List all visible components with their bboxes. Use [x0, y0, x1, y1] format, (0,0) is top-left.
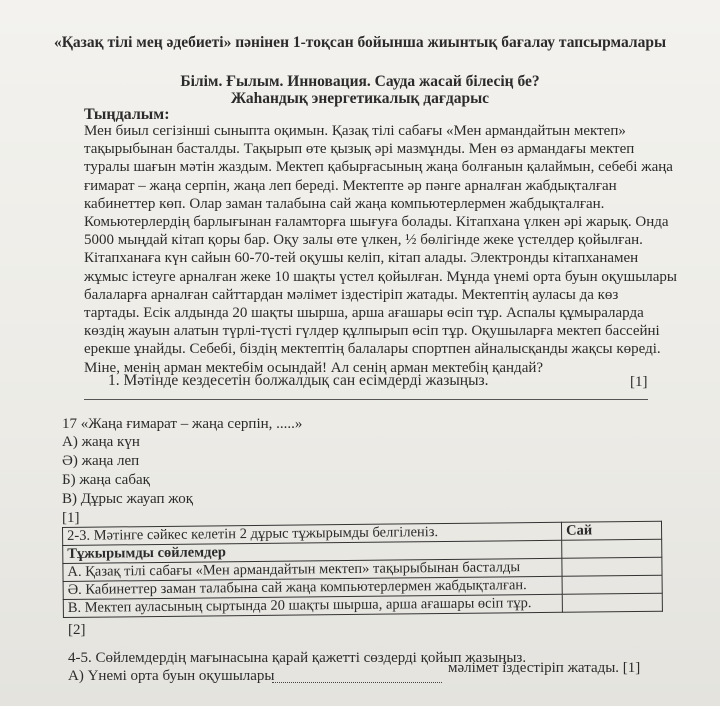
answer-start: А) Үнемі орта буын оқушылары	[68, 668, 275, 684]
statements-table	[62, 521, 663, 618]
answer-line	[84, 399, 648, 400]
table-cell[interactable]	[562, 557, 662, 576]
text-line: тақырыбынан басталды. Тақырып өте қызық әрі мазмұнды. Мен өз армандағы мектеп	[84, 141, 635, 158]
option-ae: Ә) жаңа леп	[62, 453, 140, 469]
option-a: А) жаңа күн	[62, 434, 140, 450]
listening-heading: Тыңдалым:	[84, 106, 170, 123]
topic-subtitle: Білім. Ғылым. Инновация. Сауда жасай білесің бе?	[180, 73, 540, 90]
table-caption: 2-3. Мәтінге сәйкес келетін 2 дұрыс тұжырымды белгіленіз.	[63, 522, 562, 545]
topic-subtitle-2: Жаһандық энергетикалық дағдарыс	[230, 90, 490, 107]
table-cell[interactable]	[562, 593, 662, 612]
option-b: Б) жаңа сабақ	[62, 472, 150, 488]
text-line: тартады. Есік алдында 20 шақты шырша, арша ағашары өсіп тұр. Аспалы құмыраларда	[84, 305, 644, 322]
text-line: балаларға арналған сайттардан мәлімет іздестіріп жатады. Мектептің ауласы да көз	[84, 286, 619, 303]
text-line: Міне, менің арман мектебім осындай! Ал сенің арман мектебің қандай?	[84, 359, 544, 376]
text-line: жұмыс істеуге арналған жеке 10 шақты үстел қойылған. Мұнда үнемі орта буын оқушылары	[84, 268, 678, 285]
table-row: А. Қазақ тілі сабағы «Мен армандайтын мектеп» тақырыбынан басталды	[63, 558, 562, 581]
table-cell[interactable]	[562, 575, 662, 594]
page-title: «Қазақ тілі мең әдебиеті» пәнінен 1-тоқсан бойынша жиынтық бағалау тапсырмалары	[53, 34, 667, 51]
text-line: Кітапханаға күн сайын 60-70-тей оқушы келіп, кітап алады. Электронды кітапханамен	[84, 250, 639, 267]
row-header: Тұжырымды сөйлемдер	[63, 540, 562, 563]
table-row: В. Мектеп ауласының сыртында 20 шақты шырша, арша ағашары өсіп тұр.	[63, 594, 562, 617]
question-17: 17 «Жаңа ғимарат – жаңа серпін, .....»	[62, 416, 303, 432]
listening-text	[84, 122, 678, 377]
col-header-sai: Сай	[561, 521, 661, 540]
text-line: ғимарат – жаңа серпін, жаңа леп береді. Мектепте әр пәнге арналған жабдықталған	[84, 177, 617, 194]
question-1-mark: [1]	[630, 374, 648, 390]
text-line: ерекше ұнайды. Себебі, біздің мектептің балалары спортпен айналысқанды жақсы көреді.	[84, 341, 661, 358]
answer-end: мәлімет іздестіріп жатады. [1]	[448, 660, 641, 676]
question-1: 1. Мәтінде кездесетін болжалдық сан есімдерді жазыңыз.	[108, 372, 489, 389]
text-line: 5000 мыңдай кітап қоры бар. Оқу залы өте үлкен, ½ бөлігінде жеке үстелдер қойылған.	[84, 232, 643, 249]
text-line: көздің жауын алатын түрлі-түсті гүлдер құлпырып өсіп тұр. Оқушыларға мектеп бассейні	[84, 323, 660, 340]
table-mark: [2]	[68, 622, 86, 638]
answer-line[interactable]	[272, 682, 442, 683]
text-line: кабинеттер көп. Олар заман талабына сай жаңа компьютерлермен жабдықталған.	[84, 195, 605, 212]
text-line: Комьютерлердің барлығынан ғаламторға шығуға болады. Кітапхана үлкен әрі жарық. Онда	[84, 214, 669, 231]
text-line: Мен биыл сегізінші сыныпта оқимын. Қазақ тілі сабағы «Мен армандайтын мектеп»	[84, 123, 626, 139]
option-v: В) Дұрыс жауап жоқ	[62, 491, 194, 507]
question-4-5: 4-5. Сөйлемдердің мағынасына қарай қажетті сөздерді қойып жазыңыз.	[68, 650, 527, 666]
table-row: Ә. Кабинеттер заман талабына сай жаңа компьютерлермен жабдықталған.	[63, 576, 562, 599]
text-line: туралы шағын мәтін жаздым. Мектеп қабырғасының жаңа болғанын қалаймын, себебі жаңа	[84, 159, 673, 176]
table-cell[interactable]	[562, 539, 662, 558]
question-17-mark: [1]	[62, 510, 80, 526]
